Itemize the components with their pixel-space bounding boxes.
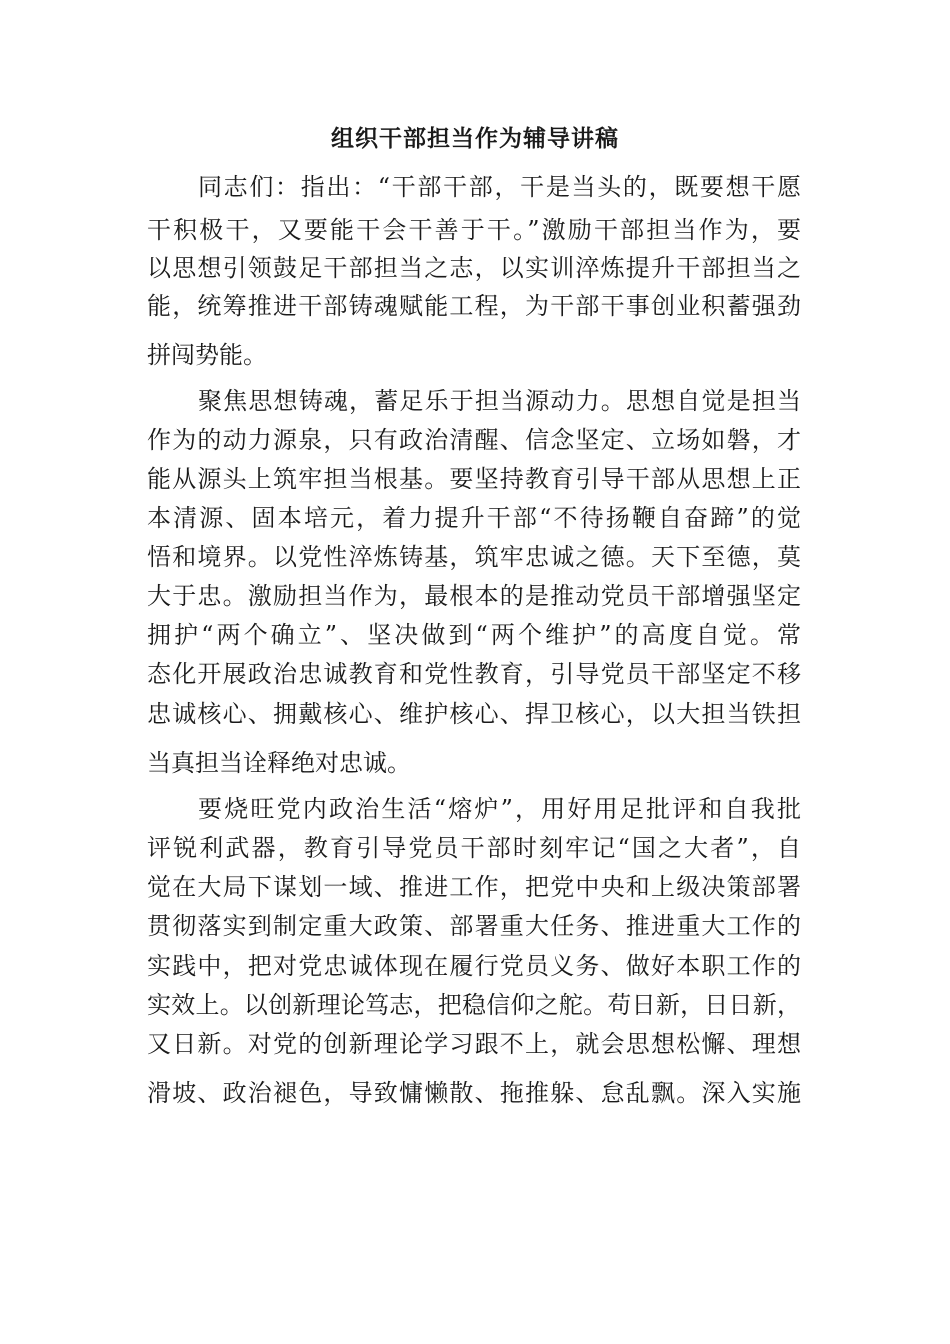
- paragraph-line: 干积极干，又要能干会干善于干。”激励干部担当作为，要: [147, 216, 801, 244]
- paragraph-line: 觉在大局下谋划一域、推进工作，把党中央和上级决策部署: [147, 873, 801, 901]
- paragraph-line: 要烧旺党内政治生活“熔炉”，用好用足批评和自我批: [198, 795, 801, 823]
- paragraph-line: 实效上。以创新理论笃志，把稳信仰之舵。苟日新，日日新，: [147, 991, 801, 1019]
- paragraph-line: 拥护“两个确立”、坚决做到“两个维护”的高度自觉。常: [147, 621, 801, 649]
- paragraph-line: 评锐利武器，教育引导党员干部时刻牢记“国之大者”，自: [147, 834, 801, 862]
- paragraph-line: 滑坡、政治褪色，导致慵懒散、拖推躲、怠乱飘。深入实施: [147, 1079, 801, 1107]
- paragraph-line: 忠诚核心、拥戴核心、维护核心、捍卫核心，以大担当铁担: [147, 700, 801, 728]
- paragraph-line: 能从源头上筑牢担当根基。要坚持教育引导干部从思想上正: [147, 465, 801, 493]
- paragraph-line: 当真担当诠释绝对忠诚。: [147, 749, 411, 777]
- paragraph-line: 能，统筹推进干部铸魂赋能工程，为干部干事创业积蓄强劲: [147, 292, 801, 320]
- paragraph-line: 大于忠。激励担当作为，最根本的是推动党员干部增强坚定: [147, 582, 801, 610]
- paragraph-line: 拼闯势能。: [147, 341, 267, 369]
- paragraph-line: 聚焦思想铸魂，蓄足乐于担当源动力。思想自觉是担当: [198, 387, 801, 415]
- paragraph-line: 本清源、固本培元，着力提升干部“不待扬鞭自奋蹄”的觉: [147, 504, 801, 532]
- paragraph-line: 以思想引领鼓足干部担当之志，以实训淬炼提升干部担当之: [147, 254, 801, 282]
- paragraph-line: 实践中，把对党忠诚体现在履行党员义务、做好本职工作的: [147, 952, 801, 980]
- document-title: 组织干部担当作为辅导讲稿: [331, 126, 619, 152]
- paragraph-line: 同志们：指出：“干部干部，干是当头的，既要想干愿: [198, 173, 801, 201]
- paragraph-line: 作为的动力源泉，只有政治清醒、信念坚定、立场如磐，才: [147, 426, 801, 454]
- paragraph-line: 悟和境界。以党性淬炼铸基，筑牢忠诚之德。天下至德，莫: [147, 543, 801, 571]
- paragraph-line: 贯彻落实到制定重大政策、部署重大任务、推进重大工作的: [147, 912, 801, 940]
- paragraph-line: 又日新。对党的创新理论学习跟不上，就会思想松懈、理想: [147, 1030, 801, 1058]
- paragraph-line: 态化开展政治忠诚教育和党性教育，引导党员干部坚定不移: [147, 660, 801, 688]
